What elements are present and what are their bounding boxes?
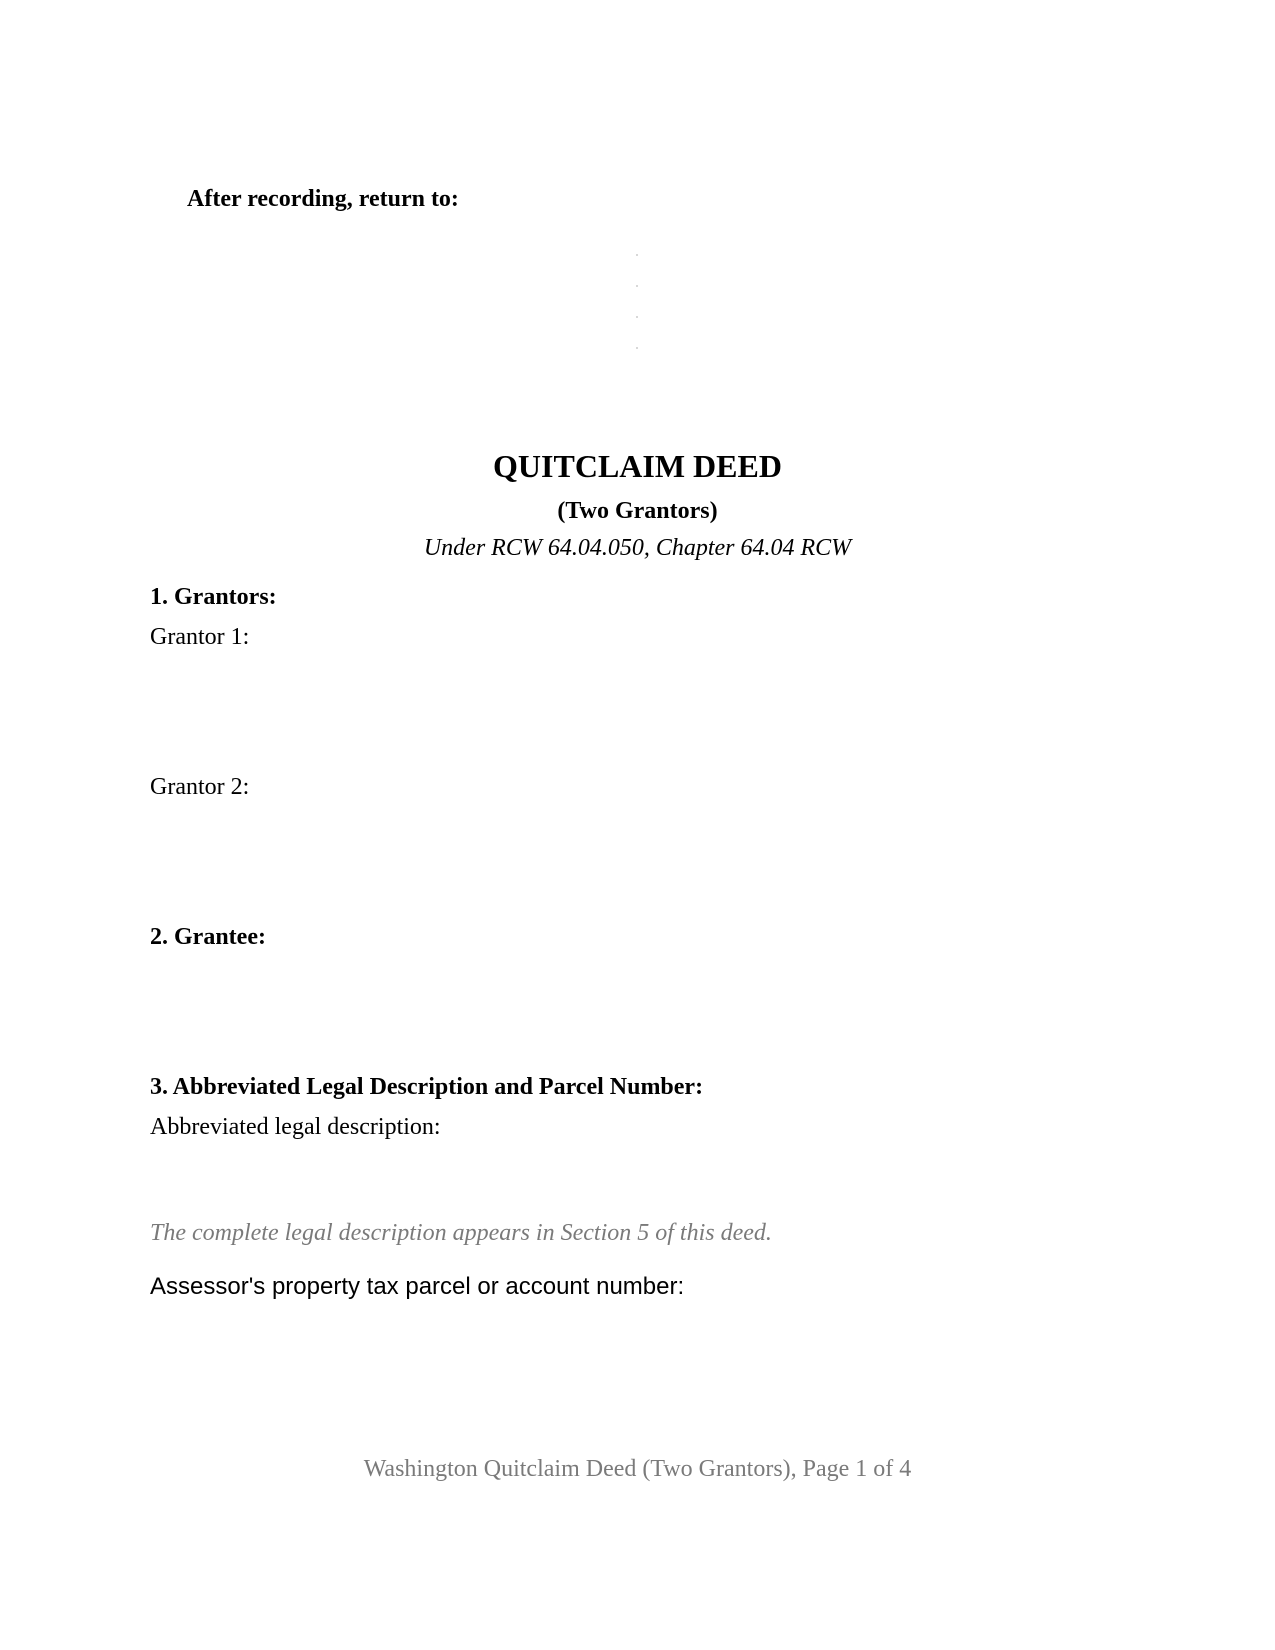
statute-reference: Under RCW 64.04.050, Chapter 64.04 RCW [423, 535, 852, 561]
abbreviated-legal-label: Abbreviated legal description: [150, 1114, 441, 1140]
section-grantee-heading: 2. Grantee: [150, 924, 266, 950]
return-to-label: After recording, return to: [187, 186, 459, 212]
page-footer: Washington Quitclaim Deed (Two Grantors), Page 1 of 4 [363, 1456, 912, 1482]
section-legal-heading: 3. Abbreviated Legal Description and Parcel Number: [150, 1074, 704, 1100]
section-grantors-heading: 1. Grantors: [150, 584, 277, 610]
grantor-1-label: Grantor 1: [150, 624, 250, 650]
document-title: QUITCLAIM DEED [493, 448, 782, 484]
dot-mark [636, 285, 638, 287]
dot-mark [636, 347, 638, 349]
parcel-number-label: Assessor's property tax parcel or account number: [150, 1273, 685, 1300]
document-subtitle: (Two Grantors) [557, 498, 718, 524]
grantor-2-label: Grantor 2: [150, 774, 250, 800]
legal-description-note: The complete legal description appears in Section 5 of this deed. [150, 1220, 772, 1246]
dot-mark [636, 316, 638, 318]
dot-mark [636, 254, 638, 256]
